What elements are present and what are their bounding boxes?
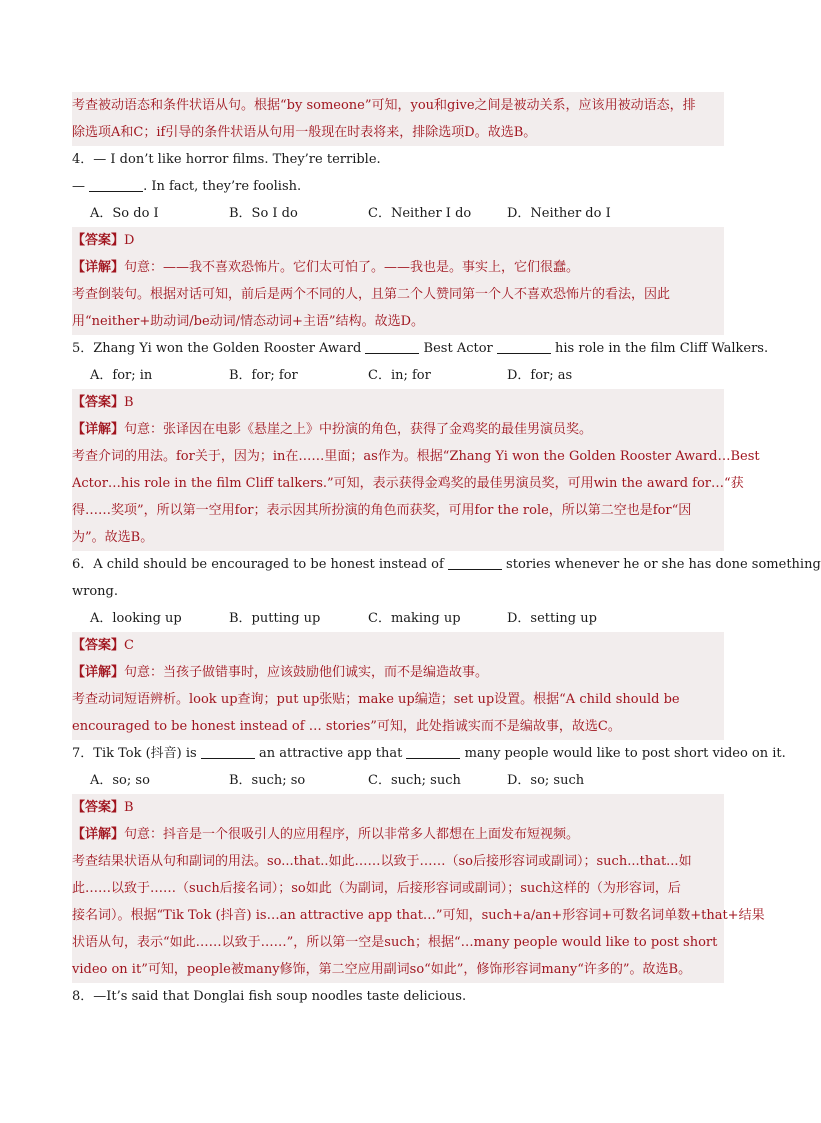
q5-explanation-line-1 [72,416,724,443]
q4-stem-line-2 [72,173,724,200]
q5-option-b: B．for; for [229,368,298,383]
q7-answer [72,794,724,821]
q4-blank [89,177,143,192]
q5-option-a: A．for; in [90,368,153,383]
q5-stem-part-2: Best Actor [419,341,497,356]
q4-dash: — [72,179,90,194]
q5-explanation-text-1: 句意：张译因在电影《悬崖之上》中扮演的角色，获得了金鸡奖的最佳男演员奖。 [124,422,593,437]
q7-blank-1 [201,744,255,759]
q4-option-a: A．So do I [90,206,159,221]
q6-stem-line-2: wrong. [72,584,118,599]
q4-explanation-tag: 【详解】 [72,260,125,275]
q6-explanation-line-3: encouraged to be honest instead of … stories”可知，此处指诚实而不是编故事，故选C。 [72,713,724,740]
q6-stem-part-1: 6．A child should be encouraged to be honest instead of [72,557,448,572]
q6-explanation-line-1 [72,659,724,686]
q5-options [72,362,724,389]
q4-options [72,200,724,227]
q6-answer [72,632,724,659]
document-page [72,92,821,1010]
q6-blank [448,555,502,570]
q6-option-a: A．looking up [90,611,182,626]
q7-stem-part-1: 7．Tik Tok (抖音) is [72,746,201,761]
q4-option-d: D．Neither do I [507,206,611,221]
q7-answer-tag: 【答案】 [72,800,125,815]
q7-explanation-text-1: 句意：抖音是一个很吸引人的应用程序，所以非常多人都想在上面发布短视频。 [124,827,580,842]
q6-explanation-text-1: 句意：当孩子做错事时，应该鼓励他们诚实，而不是编造故事。 [124,665,489,680]
q7-options [72,767,724,794]
q4-stem-line-1: 4．— I don’t like horror films. They’re terrible. [72,152,381,167]
q8-stem-line-1: 8．—It’s said that Donglai fish soup noodles taste delicious. [72,989,467,1004]
q6-explanation-line-2: 考查动词短语辨析。look up查询；put up张贴；make up编造；set up设置。根据“A child should be [72,686,724,713]
prev-explanation-line-2: 除选项A和C；if引导的条件状语从句用一般现在时表将来，排除选项D。故选B。 [72,119,724,146]
q5-option-c: C．in; for [368,368,431,383]
q5-answer-value: B [124,395,134,410]
q4-answer [72,227,724,254]
q7-explanation-line-2: 考查结果状语从句和副词的用法。so...that..如此……以致于……（so后接形容词或副词）；such...that...如 [72,848,724,875]
q6-options [72,605,724,632]
q5-blank-2 [497,339,551,354]
q7-explanation-line-6: video on it”可知，people被many修饰，第二空应用副词so“如此”，修饰形容词many“许多的”。故选B。 [72,956,724,983]
q5-answer-tag: 【答案】 [72,395,125,410]
q7-explanation-line-4: 接名词）。根据“Tik Tok (抖音) is…an attractive app that…”可知，such+a/an+形容词+可数名词单数+that+结果 [72,902,724,929]
q5-stem-line-1 [72,335,769,362]
q7-stem-part-2: an attractive app that [254,746,407,761]
q6-stem-line-1 [72,551,821,578]
q5-blank-1 [365,339,419,354]
q7-option-c: C．such; such [368,773,461,788]
q7-stem-line-1 [72,740,786,767]
q5-option-d: D．for; as [507,368,573,383]
q4-explanation-line-3: 用“neither+助动词/be动词/情态动词+主语”结构。故选D。 [72,308,724,335]
q4-stem-rest: . In fact, they’re foolish. [143,179,302,194]
q6-answer-value: C [124,638,134,653]
q6-answer-tag: 【答案】 [72,638,125,653]
q5-explanation-line-5: 为”。故选B。 [72,524,724,551]
q5-answer [72,389,724,416]
q4-explanation-text-1: 句意：——我不喜欢恐怖片。它们太可怕了。——我也是。事实上，它们很蠢。 [124,260,580,275]
q7-explanation-line-1 [72,821,724,848]
prev-explanation-line-1: 考查被动语态和条件状语从句。根据“by someone”可知，you和give之间是被动关系，应该用被动语态，排 [72,92,724,119]
q6-option-c: C．making up [368,611,461,626]
q7-answer-value: B [124,800,134,815]
q7-option-b: B．such; so [229,773,306,788]
q5-explanation-line-3: Actor…his role in the film Cliff talkers.”可知，表示获得金鸡奖的最佳男演员奖，可用win the award for…“获 [72,470,724,497]
q4-option-c: C．Neither I do [368,206,472,221]
q5-explanation-tag: 【详解】 [72,422,125,437]
q7-option-d: D．so; such [507,773,585,788]
q5-stem-part-3: his role in the film Cliff Walkers. [550,341,769,356]
q6-stem-part-2: stories whenever he or she has done something [501,557,821,572]
q4-explanation-line-2: 考查倒装句。根据对话可知，前后是两个不同的人，且第二个人赞同第一个人不喜欢恐怖片的看法，因此 [72,281,724,308]
q6-option-b: B．putting up [229,611,321,626]
q7-explanation-tag: 【详解】 [72,827,125,842]
q7-stem-part-3: many people would like to post short video on it. [460,746,786,761]
q4-option-b: B．So I do [229,206,298,221]
q4-answer-tag: 【答案】 [72,233,125,248]
q5-explanation-line-2: 考查介词的用法。for关于，因为；in在……里面；as作为。根据“Zhang Yi won the Golden Rooster Award…Best [72,443,724,470]
q7-explanation-line-5: 状语从句，表示“如此……以致于……”，所以第一空是such；根据“…many people would like to post short [72,929,724,956]
q4-answer-value: D [124,233,135,248]
q7-explanation-line-3: 此……以致于……（such后接名词）；so如此（为副词，后接形容词或副词）；such这样的（为形容词，后 [72,875,724,902]
q7-blank-2 [406,744,460,759]
q5-explanation-line-4: 得……奖项”，所以第一空用for；表示因其所扮演的角色而获奖，可用for the role，所以第二空也是for“因 [72,497,724,524]
q6-option-d: D．setting up [507,611,597,626]
q5-stem-part-1: 5．Zhang Yi won the Golden Rooster Award [72,341,366,356]
q7-option-a: A．so; so [90,773,150,788]
q4-explanation-line-1 [72,254,724,281]
q6-explanation-tag: 【详解】 [72,665,125,680]
